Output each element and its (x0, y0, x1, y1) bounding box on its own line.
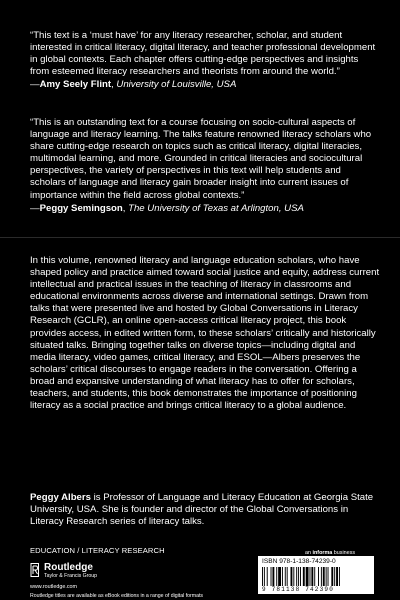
barcode-number: 9 781138 742390 (262, 586, 335, 593)
endorser-name: Amy Seely Flint (39, 79, 112, 91)
barcode-bar (310, 567, 311, 586)
endorser-affiliation: University of Louisville, USA (116, 79, 237, 91)
barcode-panel (258, 556, 374, 594)
barcode-bar (287, 567, 288, 586)
barcode-bar (334, 567, 335, 586)
publisher-block (30, 562, 170, 592)
barcode-bar (314, 567, 315, 586)
barcode-bar (267, 567, 268, 586)
barcode-bar (318, 567, 319, 586)
informa-business-label: an informa business (305, 550, 356, 556)
barcode-icon (262, 567, 370, 586)
bio-body: is Professor of Language and Literacy Education at Georgia State University, USA. She is founder and director of the Global Conversations in Literacy Research series of literacy talks. (30, 492, 374, 528)
quote-text: “This is an outstanding text for a course focusing on socio-cultural aspects of language and literacy learning. The talks feature renowned literacy scholars who share cutting-edge research on topics such as critical literacy, digital literacies, multimodal learning, and more. Grounded in critical literacies and sociocultural perspectives, the variety of perspectives in this text will help students and scholars of language and literacy gain broader insight into current issues of importance within the field across global contexts.” (30, 117, 372, 201)
barcode-bar (271, 567, 272, 586)
quote-text: “This text is a ‘must have’ for any literacy researcher, scholar, and student interested in critical literacy, digital literacy, and teacher professional development in global contexts. Each chapter offers cutting-edge perspectives and insights from esteemed literacy researchers and theorists from around the world.” (30, 30, 376, 78)
barcode-bar (291, 567, 293, 586)
endorser-affiliation: The University of Texas at Arlington, USA (128, 202, 304, 214)
barcode-bar (326, 567, 327, 586)
barcode-bar (296, 567, 297, 586)
barcode-bar (264, 567, 265, 586)
endorsement-quote-2 (30, 117, 378, 215)
endorser-name: Peggy Semingson (39, 202, 123, 214)
barcode-bar (339, 567, 340, 586)
routledge-logo-icon (30, 563, 40, 577)
barcode-bar (323, 567, 325, 586)
barcode-bar (298, 567, 299, 586)
barcode-bar (303, 567, 305, 586)
barcode-bar (278, 567, 281, 586)
barcode-bar (276, 567, 277, 586)
section-divider (0, 237, 400, 238)
barcode-bar (331, 567, 333, 586)
publisher-name: Routledge (44, 562, 93, 573)
barcode-bar (262, 567, 263, 586)
barcode-bar (336, 567, 338, 586)
barcode-bar (272, 567, 274, 586)
bio-text (30, 492, 380, 528)
barcode-bar (306, 567, 309, 586)
book-description (30, 255, 380, 412)
informa-brand: informa (312, 550, 333, 556)
barcode-bar (293, 567, 294, 586)
author-bio (30, 492, 380, 528)
publisher-subtitle: Taylor & Francis Group (44, 573, 98, 579)
barcode-bar (300, 567, 301, 586)
barcode-bar (321, 567, 322, 586)
description-text: In this volume, renowned literacy and language education scholars, who have shaped policy and practice aimed toward social justice and equity, address current intellectual and practical issues in the teaching of literacy in classrooms and educational environments across diverse and international settings. Drawn from talks that were presented live and hosted by Global Conversations in Literacy Research (GCLR), an online open-access critical literacy project, this book provides access, in edited written form, to these scholars’ critically and historically situated talks. Bringing together talks on diverse topics—including digital and media literacy, video games, critical literacy, and ESOL—Albers preserves the scholars’ critical discourses to engage readers in the conversation. Offering a broad and expansive understanding of what literacy has to offer for scholars, teachers, and students, this book demonstrates the importance of positioning literacy as a social practice and brings critical literacy to a global audience. (30, 255, 380, 412)
quote-attribution: —Amy Seely Flint, University of Louisville, USA (30, 79, 237, 91)
subject-category: EDUCATION / LITERACY RESEARCH (30, 546, 165, 555)
isbn-label: ISBN 978-1-138-74239-0 (262, 558, 336, 565)
attribution-dash: — (30, 79, 40, 91)
barcode-bar (311, 567, 313, 586)
publisher-url[interactable]: www.routledge.com (30, 584, 78, 590)
barcode-bar (282, 567, 283, 586)
barcode-bar (285, 567, 286, 586)
barcode-bar (328, 567, 329, 586)
author-name: Peggy Albers (30, 492, 91, 503)
attribution-dash: — (30, 202, 40, 214)
endorsement-quote-1 (30, 30, 378, 91)
quote-attribution: —Peggy Semingson, The University of Texas at Arlington, USA (30, 202, 304, 214)
ebook-note: Routledge titles are available as eBook editions in a range of digital formats (30, 593, 204, 599)
